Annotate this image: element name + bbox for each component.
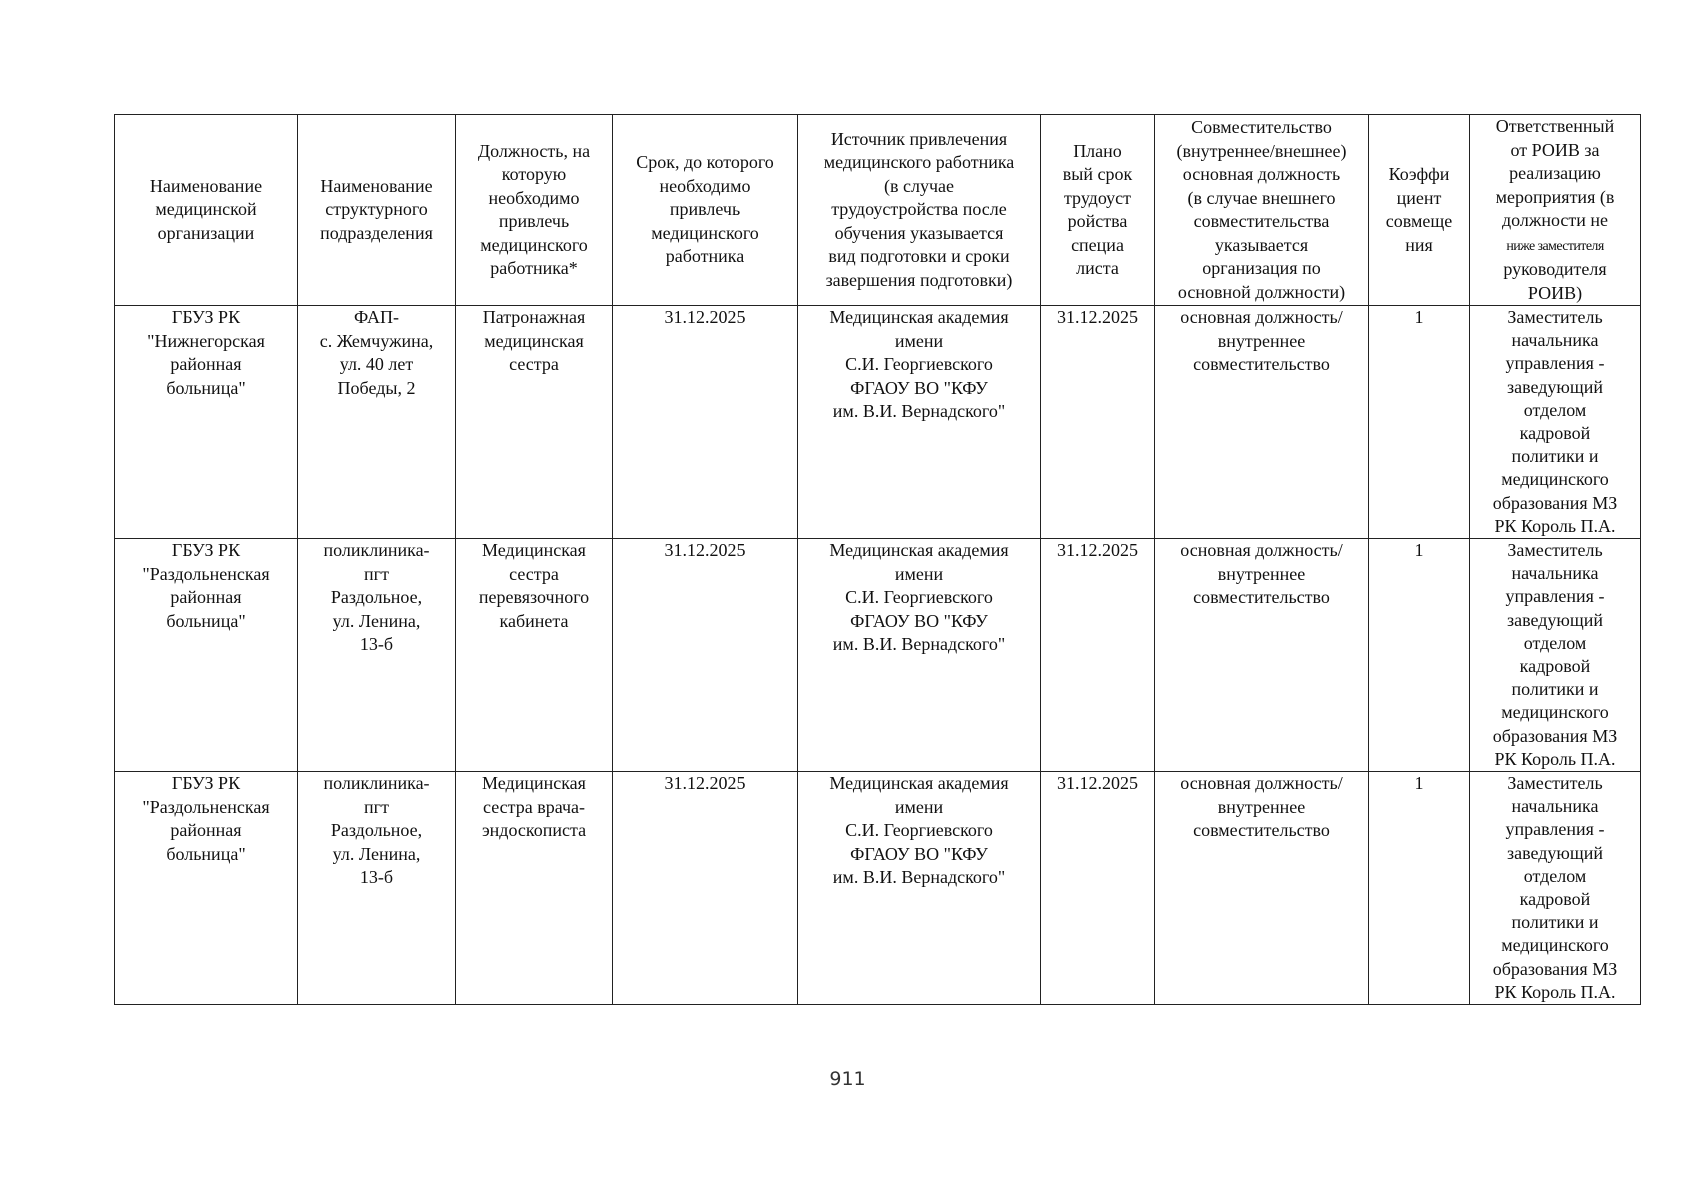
cell-position: Медицинская сестра врача- эндоскописта <box>456 772 613 1005</box>
cell-organization: ГБУЗ РК "Раздольненская районная больница" <box>115 539 298 772</box>
cell-responsible: Заместитель начальника управления - заведующий отделом кадровой политики и медицинского образования МЗ РК Король П.А. <box>1470 772 1641 1005</box>
table-header-row <box>115 115 1641 306</box>
cell-planned-date: 31.12.2025 <box>1041 539 1155 772</box>
table-row <box>115 306 1641 539</box>
cell-combination: основная должность/ внутреннее совместительство <box>1155 306 1369 539</box>
cell-planned-date: 31.12.2025 <box>1041 772 1155 1005</box>
cell-organization: ГБУЗ РК "Нижнегорская районная больница" <box>115 306 298 539</box>
cell-department: поликлиника- пгт Раздольное, ул. Ленина, 13-б <box>298 772 456 1005</box>
cell-deadline: 31.12.2025 <box>613 539 798 772</box>
cell-organization: ГБУЗ РК "Раздольненская районная больница" <box>115 772 298 1005</box>
cell-coefficient: 1 <box>1369 772 1470 1005</box>
header-coefficient: Коэффи циент совмеще ния <box>1369 115 1470 306</box>
cell-source: Медицинская академия имени С.И. Георгиевского ФГАОУ ВО "КФУ им. В.И. Вернадского" <box>798 772 1041 1005</box>
cell-coefficient: 1 <box>1369 306 1470 539</box>
header-responsible-text-3: руководителя РОИВ) <box>1503 259 1607 303</box>
cell-responsible: Заместитель начальника управления - заведующий отделом кадровой политики и медицинского образования МЗ РК Король П.А. <box>1470 306 1641 539</box>
cell-source: Медицинская академия имени С.И. Георгиевского ФГАОУ ВО "КФУ им. В.И. Вернадского" <box>798 306 1041 539</box>
header-organization: Наименование медицинской организации <box>115 115 298 306</box>
header-source: Источник привлечения медицинского работника (в случае трудоустройства после обучения указывается вид подготовки и сроки завершения подготовки) <box>798 115 1041 306</box>
header-deadline: Срок, до которого необходимо привлечь медицинского работника <box>613 115 798 306</box>
table-row <box>115 539 1641 772</box>
page-number: 911 <box>829 1068 866 1090</box>
header-planned-date: Плано вый срок трудоуст ройства специа листа <box>1041 115 1155 306</box>
header-responsible-text-2: ниже заместителя <box>1506 238 1604 254</box>
cell-position: Патронажная медицинская сестра <box>456 306 613 539</box>
cell-department: ФАП- с. Жемчужина, ул. 40 лет Победы, 2 <box>298 306 456 539</box>
cell-department: поликлиника- пгт Раздольное, ул. Ленина, 13-б <box>298 539 456 772</box>
header-position: Должность, на которую необходимо привлечь медицинского работника* <box>456 115 613 306</box>
cell-source: Медицинская академия имени С.И. Георгиевского ФГАОУ ВО "КФУ им. В.И. Вернадского" <box>798 539 1041 772</box>
table-row <box>115 772 1641 1005</box>
header-responsible <box>1470 115 1641 306</box>
header-responsible-text-1: Ответственный от РОИВ за реализацию мероприятия (в должности не <box>1495 116 1615 230</box>
header-combination: Совместительство (внутреннее/внешнее) основная должность (в случае внешнего совместительства указывается организация по основной должности) <box>1155 115 1369 306</box>
header-department: Наименование структурного подразделения <box>298 115 456 306</box>
cell-deadline: 31.12.2025 <box>613 772 798 1005</box>
cell-combination: основная должность/ внутреннее совместительство <box>1155 772 1369 1005</box>
staffing-table <box>114 114 1641 1005</box>
cell-combination: основная должность/ внутреннее совместительство <box>1155 539 1369 772</box>
cell-responsible: Заместитель начальника управления - заведующий отделом кадровой политики и медицинского образования МЗ РК Король П.А. <box>1470 539 1641 772</box>
cell-coefficient: 1 <box>1369 539 1470 772</box>
cell-deadline: 31.12.2025 <box>613 306 798 539</box>
cell-position: Медицинская сестра перевязочного кабинета <box>456 539 613 772</box>
cell-planned-date: 31.12.2025 <box>1041 306 1155 539</box>
